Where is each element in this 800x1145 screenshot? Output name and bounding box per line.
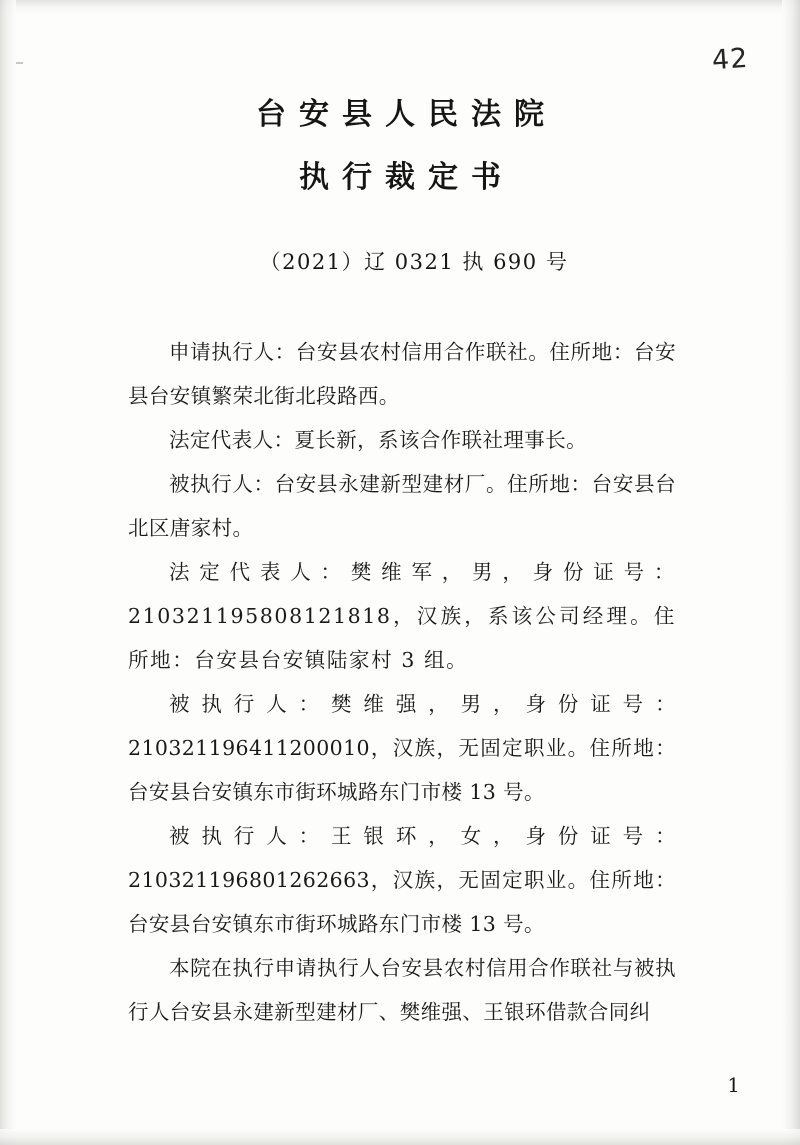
paragraph: 被执行人：樊维强，男，身份证号：210321196411200010，汉族，无固定职业。住所地：台安县台安镇东市街环城路东门市楼 13 号。: [128, 692, 676, 804]
paragraph: 被执行人：王银环，女，身份证号：210321196801262663，汉族，无固定职业。住所地：台安县台安镇东市街环城路东门市楼 13 号。: [128, 824, 676, 936]
paragraph: 被执行人：台安县永建新型建材厂。住所地：台安县台北区唐家村。: [128, 472, 676, 540]
document-type-title: 执行裁定书: [299, 159, 514, 195]
paragraph: 本院在执行申请执行人台安县农村信用合作联社与被执行人台安县永建新型建材厂、樊维强、王银环借款合同纠: [128, 956, 676, 1024]
handwritten-folio-number: 42: [710, 42, 750, 77]
court-name-title: 台安县人民法院: [256, 97, 557, 132]
paragraph: 法定代表人：樊维军，男，身份证号：210321195808121818，汉族，系该公司经理。住所地：台安县台安镇陆家村 3 组。: [128, 560, 676, 672]
page-number: 1: [727, 1073, 740, 1097]
paragraph: 法定代表人：夏长新，系该合作联社理事长。: [169, 428, 587, 452]
document-body: [128, 330, 676, 1034]
document-title-block: [0, 95, 800, 198]
scan-artifact-mark: [16, 62, 23, 64]
case-number: （2021）辽 0321 执 690 号: [259, 250, 569, 274]
paragraph: 申请执行人：台安县农村信用合作联社。住所地：台安县台安镇繁荣北街北段路西。: [128, 340, 676, 408]
